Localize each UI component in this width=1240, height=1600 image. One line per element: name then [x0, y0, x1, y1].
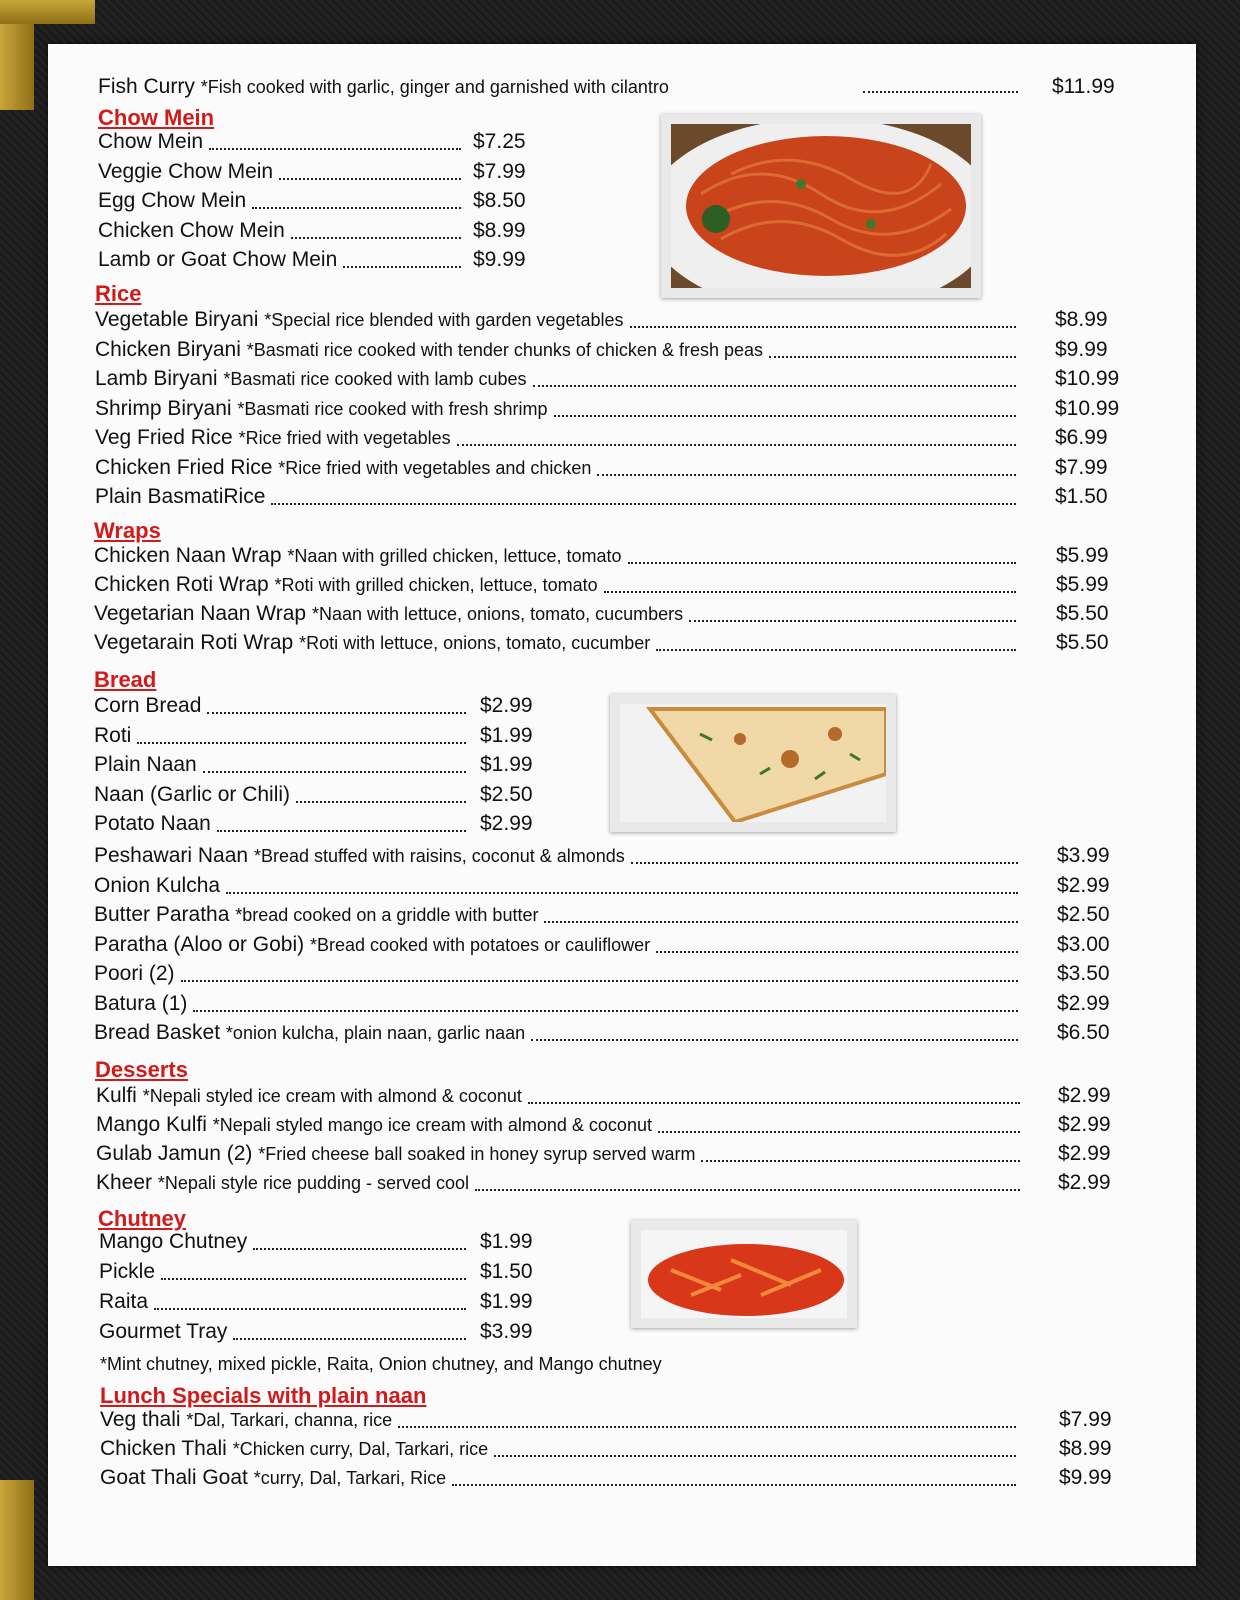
leader-dots: [701, 1160, 1020, 1162]
item-description: *Naan with lettuce, onions, tomato, cucumbers: [311, 604, 684, 624]
item-name: Batura (1): [94, 991, 188, 1015]
leader-dots: [630, 326, 1016, 328]
item-price: $1.99: [480, 1290, 533, 1313]
item-price: $2.99: [1057, 991, 1110, 1015]
item-name: Gourmet Tray: [99, 1320, 228, 1343]
item-description: *Rice fried with vegetables and chicken: [278, 457, 592, 478]
leader-dots: [544, 921, 1018, 923]
item-price: $2.50: [1057, 903, 1110, 926]
item-description: *Special rice blended with garden vegetables: [264, 310, 624, 330]
item-label: [95, 308, 624, 332]
menu-item: [48, 783, 1196, 813]
item-label: [100, 1408, 392, 1432]
item-price: $3.00: [1057, 932, 1110, 956]
item-label: [98, 189, 246, 213]
leader-dots: [207, 712, 466, 714]
item-description: *Rice fried with vegetables: [238, 428, 451, 448]
item-name: Shrimp Biryani: [95, 396, 232, 420]
item-price: $8.99: [473, 218, 526, 242]
menu-item: [48, 485, 1196, 515]
item-name: Paratha (Aloo or Gobi): [94, 932, 305, 956]
menu-item: [48, 1260, 1196, 1290]
item-price: $5.99: [1056, 573, 1109, 596]
item-label: [96, 1142, 695, 1166]
item-label: [96, 1113, 652, 1137]
item-name: Vegetarian Naan Wrap: [94, 602, 307, 625]
menu-item: [48, 1142, 1196, 1172]
menu-item: [48, 631, 1196, 661]
item-price: $8.99: [1055, 308, 1108, 331]
leader-dots: [769, 356, 1016, 358]
item-name: Veg Fried Rice: [95, 426, 233, 449]
item-label: [98, 160, 273, 184]
menu-item: [48, 992, 1196, 1022]
item-name: Chow Mein: [98, 130, 204, 153]
item-name: Lamb Biryani: [95, 367, 218, 390]
item-description: *Roti with lettuce, onions, tomato, cucumber: [299, 633, 651, 653]
item-description: *Fish cooked with garlic, ginger and garnished with cilantro: [200, 77, 669, 97]
item-price: $9.99: [1059, 1466, 1112, 1489]
menu-item: [48, 724, 1196, 754]
item-price: $10.99: [1055, 367, 1120, 390]
item-description: *Bread stuffed with raisins, coconut & almonds: [253, 846, 625, 866]
item-description: *onion kulcha, plain naan, garlic naan: [225, 1023, 526, 1043]
item-name: Chicken Thali: [100, 1437, 227, 1460]
leader-dots: [494, 1455, 1016, 1457]
item-label: [95, 456, 591, 480]
leader-dots: [209, 148, 461, 150]
menu-item: [48, 397, 1196, 427]
item-description: *Naan with grilled chicken, lettuce, tomato: [287, 546, 622, 566]
leader-dots: [203, 771, 466, 773]
leader-dots: [217, 830, 466, 832]
item-label: [94, 812, 211, 836]
leader-dots: [656, 649, 1016, 651]
leader-dots: [863, 91, 1018, 93]
menu-item: [48, 456, 1196, 486]
item-description: *Nepali styled mango ice cream with almond & coconut: [212, 1115, 652, 1135]
item-label: [96, 1171, 469, 1195]
leader-dots: [656, 951, 1018, 953]
menu-item: [48, 1408, 1196, 1438]
menu-item: [48, 426, 1196, 456]
item-name: Lamb or Goat Chow Mein: [98, 248, 338, 271]
leader-dots: [226, 892, 1018, 894]
item-name: Pickle: [99, 1260, 156, 1283]
item-price: $1.50: [1055, 485, 1108, 508]
leader-dots: [475, 1189, 1020, 1191]
item-label: [99, 1230, 247, 1254]
item-name: Veggie Chow Mein: [98, 159, 274, 183]
item-label: [94, 753, 197, 777]
menu-item: [48, 933, 1196, 963]
item-price: $3.50: [1057, 962, 1110, 985]
menu-item: [48, 189, 1196, 219]
item-label: [94, 874, 220, 898]
item-label: [95, 426, 451, 450]
item-label: [94, 544, 622, 568]
menu-item: [48, 903, 1196, 933]
leader-dots: [658, 1131, 1020, 1133]
leader-dots: [631, 862, 1018, 864]
item-label: [99, 1320, 227, 1344]
item-label: [100, 1437, 488, 1461]
leader-dots: [154, 1308, 466, 1310]
item-price: $7.99: [473, 159, 526, 183]
item-price: $9.99: [473, 248, 526, 271]
item-label: [100, 1466, 446, 1490]
section-heading-lunch-specials: Lunch Specials with plain naan: [100, 1383, 427, 1408]
item-label: [95, 397, 548, 421]
item-label: [94, 602, 683, 626]
item-description: *Fried cheese ball soaked in honey syrup served warm: [258, 1144, 696, 1164]
item-name: Chicken Biryani: [95, 337, 241, 361]
item-name: Raita: [99, 1290, 149, 1313]
item-label: [98, 248, 337, 272]
item-label: [99, 1260, 155, 1284]
item-name: Naan (Garlic or Chili): [94, 782, 291, 806]
menu-item: [48, 844, 1196, 874]
item-name: Veg thali: [100, 1408, 181, 1431]
leader-dots: [271, 503, 1016, 505]
leader-dots: [137, 742, 466, 744]
item-name: Plain BasmatiRice: [95, 485, 266, 508]
menu-item: [48, 694, 1196, 724]
leader-dots: [233, 1338, 466, 1340]
section-heading-desserts: Desserts: [95, 1057, 188, 1082]
item-label: [95, 367, 527, 391]
item-name: Chicken Naan Wrap: [94, 544, 282, 567]
binder-corner-bottom-left: [0, 1480, 34, 1600]
item-price: $5.99: [1056, 544, 1109, 567]
item-price: $3.99: [1057, 844, 1110, 867]
item-label: [95, 338, 763, 362]
menu-item: [48, 219, 1196, 249]
leader-dots: [181, 980, 1018, 982]
leader-dots: [628, 562, 1016, 564]
section-heading-bread: Bread: [94, 667, 157, 692]
section-heading-chow-mein: Chow Mein: [98, 105, 215, 130]
item-name: Kulfi: [96, 1084, 137, 1107]
item-label: [99, 1290, 148, 1314]
item-label: [94, 573, 598, 597]
leader-dots: [528, 1102, 1020, 1104]
menu-item: [48, 874, 1196, 904]
section-heading-wraps: Wraps: [94, 518, 161, 543]
menu-item: [48, 1320, 1196, 1350]
leader-dots: [597, 474, 1016, 476]
item-label: [94, 844, 625, 868]
item-name: Corn Bread: [94, 694, 202, 717]
leader-dots: [604, 591, 1016, 593]
item-label: [96, 1084, 522, 1108]
leader-dots: [533, 385, 1016, 387]
menu-item: [48, 308, 1196, 338]
menu-item: [48, 1021, 1196, 1051]
item-description: *Basmati rice cooked with lamb cubes: [223, 369, 527, 389]
item-name: Butter Paratha: [94, 903, 230, 926]
item-price: $2.99: [1058, 1084, 1111, 1107]
item-name: Roti: [94, 723, 132, 747]
menu-item: [48, 1290, 1196, 1320]
leader-dots: [531, 1039, 1018, 1041]
item-description: *Chicken curry, Dal, Tarkari, rice: [232, 1439, 489, 1459]
item-name: Kheer: [96, 1171, 153, 1194]
leader-dots: [296, 801, 466, 803]
leader-dots: [253, 1248, 466, 1250]
item-name: Chicken Fried Rice: [95, 455, 273, 479]
item-price: $5.50: [1056, 631, 1109, 654]
item-price: $2.99: [1058, 1171, 1111, 1194]
item-label: [94, 724, 131, 748]
item-description: *Dal, Tarkari, channa, rice: [186, 1410, 393, 1430]
leader-dots: [291, 237, 461, 239]
item-description: *Roti with grilled chicken, lettuce, tomato: [274, 575, 598, 595]
menu-item: [48, 1113, 1196, 1143]
item-description: *Bread cooked with potatoes or cauliflower: [309, 934, 651, 955]
menu-item: [48, 338, 1196, 368]
menu-item: [48, 248, 1196, 278]
leader-dots: [554, 415, 1016, 417]
item-label: [94, 631, 650, 655]
menu-item: [48, 544, 1196, 574]
leader-dots: [193, 1010, 1018, 1012]
item-label: [98, 219, 285, 243]
menu-item: [48, 1466, 1196, 1496]
item-name: Mango Kulfi: [96, 1113, 207, 1136]
item-price: $8.99: [1059, 1437, 1112, 1460]
item-price: $5.50: [1056, 602, 1109, 625]
section-heading-chutney: Chutney: [98, 1206, 186, 1231]
item-description: *curry, Dal, Tarkari, Rice: [253, 1468, 447, 1488]
item-price: $2.99: [1057, 873, 1110, 897]
item-name: Chicken Chow Mein: [98, 218, 285, 242]
item-name: Potato Naan: [94, 812, 211, 835]
binder-corner-top-strip: [0, 0, 95, 24]
leader-dots: [689, 620, 1016, 622]
item-price: $6.99: [1055, 426, 1108, 449]
item-label: [94, 783, 290, 807]
leader-dots: [452, 1484, 1016, 1486]
menu-item: [48, 1437, 1196, 1467]
leader-dots: [161, 1278, 466, 1280]
menu-item: [48, 130, 1196, 160]
item-price: $2.50: [480, 782, 533, 806]
leader-dots: [457, 444, 1016, 446]
item-label: [98, 130, 203, 154]
item-name: Goat Thali Goat: [100, 1466, 248, 1489]
leader-dots: [279, 178, 461, 180]
menu-item: [48, 367, 1196, 397]
item-name: Chicken Roti Wrap: [94, 573, 269, 596]
menu-item: [48, 962, 1196, 992]
item-description: *Nepali styled ice cream with almond & coconut: [142, 1086, 522, 1106]
menu-item: [48, 753, 1196, 783]
item-name: Vegetable Biryani: [95, 308, 259, 331]
section-heading-rice: Rice: [95, 281, 142, 306]
item-label: [94, 992, 187, 1016]
leader-dots: [398, 1426, 1016, 1428]
item-price: $3.99: [480, 1320, 533, 1343]
item-name: Peshawari Naan: [94, 844, 249, 867]
menu-page: [48, 44, 1196, 1566]
item-label: [94, 1021, 525, 1045]
menu-item: [48, 1230, 1196, 1260]
item-label: [94, 694, 201, 718]
item-description: *bread cooked on a griddle with butter: [235, 905, 539, 925]
item-price: $10.99: [1055, 396, 1120, 420]
menu-item: [48, 160, 1196, 190]
item-price: $1.99: [480, 753, 533, 776]
item-price: $7.99: [1059, 1408, 1112, 1431]
leader-dots: [252, 207, 461, 209]
item-name: Bread Basket: [94, 1021, 221, 1044]
menu-item: [48, 602, 1196, 632]
chutney-tray-note: *Mint chutney, mixed pickle, Raita, Onion chutney, and Mango chutney: [100, 1354, 662, 1374]
item-price: $9.99: [1055, 337, 1108, 361]
item-price: $7.25: [473, 130, 526, 153]
item-description: *Basmati rice cooked with fresh shrimp: [237, 398, 548, 419]
item-name: Vegetarain Roti Wrap: [94, 631, 294, 654]
item-price: $1.99: [480, 1230, 533, 1253]
menu-item: [48, 1171, 1196, 1201]
item-label: [94, 903, 538, 927]
item-price: $6.50: [1057, 1021, 1110, 1044]
item-label: [94, 962, 175, 986]
menu-item: [48, 573, 1196, 603]
item-name: Gulab Jamun (2): [96, 1142, 253, 1165]
item-name: Fish Curry: [98, 75, 195, 98]
item-name: Egg Chow Mein: [98, 189, 247, 212]
item-price: $2.99: [1058, 1113, 1111, 1136]
item-name: Poori (2): [94, 962, 175, 985]
item-name: Plain Naan: [94, 753, 197, 776]
item-price: $7.99: [1055, 455, 1108, 479]
leader-dots: [343, 266, 461, 268]
menu-item: [48, 1084, 1196, 1114]
item-price: $2.99: [1058, 1142, 1111, 1165]
item-price: $2.99: [480, 812, 533, 835]
item-name: Mango Chutney: [99, 1230, 248, 1253]
item-description: *Nepali style rice pudding - served cool: [157, 1173, 470, 1193]
menu-item: [48, 812, 1196, 842]
item-description: *Basmati rice cooked with tender chunks of chicken & fresh peas: [246, 339, 764, 360]
item-label: [94, 933, 650, 957]
item-price: $1.50: [480, 1260, 533, 1283]
item-price: $1.99: [480, 723, 533, 747]
item-label: [95, 485, 265, 509]
item-price: $11.99: [1052, 75, 1115, 98]
item-price: $2.99: [480, 694, 533, 717]
menu-item-fish-curry: [48, 75, 1196, 105]
item-price: $8.50: [473, 189, 526, 212]
item-name: Onion Kulcha: [94, 873, 221, 897]
